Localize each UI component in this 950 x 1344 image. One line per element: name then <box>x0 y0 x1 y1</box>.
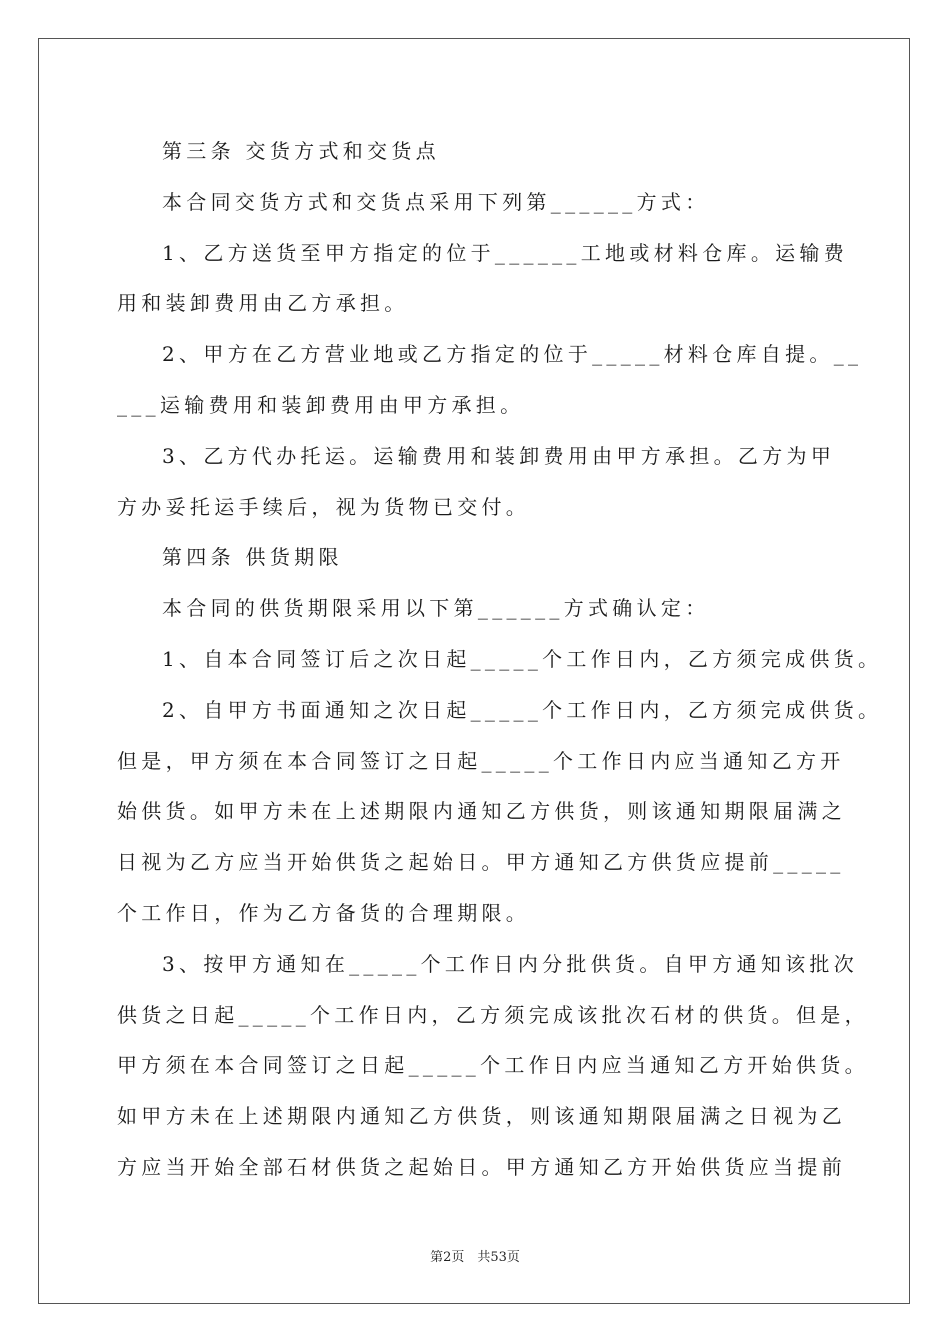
paragraph-line: 方应当开始全部石材供货之起始日。甲方通知乙方开始供货应当提前 <box>117 1154 846 1179</box>
paragraph-line: 甲方须在本合同签订之日起_____个工作日内应当通知乙方开始供货。 <box>117 1053 869 1078</box>
paragraph-line: 2、自甲方书面通知之次日起_____个工作日内，乙方须完成供货。 <box>162 697 883 722</box>
page-footer: 第2页 共53页 <box>430 1250 520 1265</box>
paragraph-line: 1、自本合同签订后之次日起_____个工作日内，乙方须完成供货。 <box>162 646 883 671</box>
paragraph-line: 本合同的供货期限采用以下第______方式确认定： <box>162 596 710 621</box>
paragraph-line: 供货之日起_____个工作日内，乙方须完成该批次石材的供货。但是， <box>117 1002 869 1027</box>
paragraph-line: ___运输费用和装卸费用由甲方承担。 <box>117 392 525 417</box>
paragraph-line: 方办妥托运手续后，视为货物已交付。 <box>117 494 531 519</box>
paragraph-line: 但是，甲方须在本合同签订之日起_____个工作日内应当通知乙方开 <box>117 748 845 773</box>
paragraph-line: 3、乙方代办托运。运输费用和装卸费用由甲方承担。乙方为甲 <box>162 443 836 468</box>
section-heading: 第四条 供货期限 <box>162 545 343 570</box>
paragraph-line: 个工作日，作为乙方备货的合理期限。 <box>117 900 531 925</box>
paragraph-line: 1、乙方送货至甲方指定的位于______工地或材料仓库。运输费 <box>162 240 849 265</box>
paragraph-line: 本合同交货方式和交货点采用下列第______方式： <box>162 189 710 214</box>
paragraph-line: 用和装卸费用由乙方承担。 <box>117 291 409 316</box>
section-heading: 第三条 交货方式和交货点 <box>162 139 440 163</box>
document-body <box>117 126 883 1193</box>
paragraph-line: 3、按甲方通知在_____个工作日内分批供货。自甲方通知该批次 <box>162 951 859 976</box>
paragraph-line: 如甲方未在上述期限内通知乙方供货，则该通知期限届满之日视为乙 <box>117 1104 846 1129</box>
paragraph-line: 日视为乙方应当开始供货之起始日。甲方通知乙方供货应提前_____ <box>117 850 845 875</box>
paragraph-line: 始供货。如甲方未在上述期限内通知乙方供货，则该通知期限届满之 <box>117 799 846 824</box>
paragraph-line: 2、甲方在乙方营业地或乙方指定的位于_____材料仓库自提。__ <box>162 342 863 367</box>
